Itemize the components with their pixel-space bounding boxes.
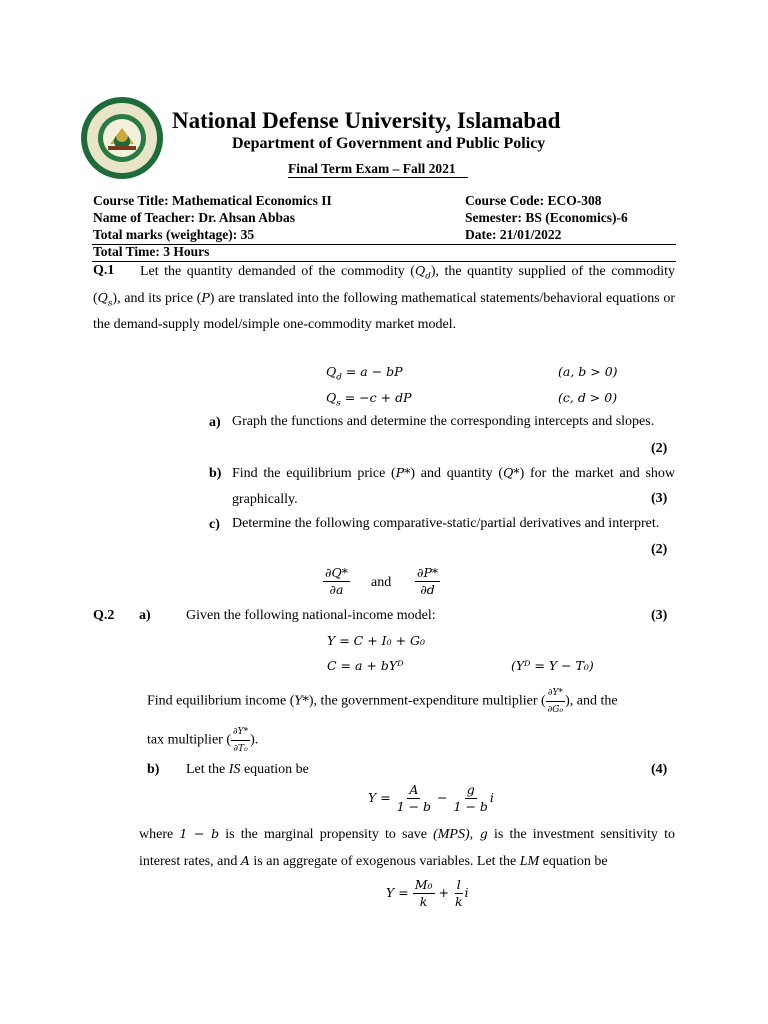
q2-where-text: where 1 − b is the marginal propensity to save (MPS), g is the investment sensitivity to interest rates, and A is an aggregate of exogenous variables. Let the LM equation be (139, 826, 675, 869)
exam-title-underline (288, 177, 468, 178)
q1-supply-condition: (c, d > 0) (558, 390, 618, 405)
q2-find-text: Find equilibrium income (Y*), the government-expenditure multiplier ( $\frac{\partial Y*}{\text{∂G₀}}$ ), and the (147, 685, 675, 718)
total-marks: Total marks (weightage): 35 (93, 227, 255, 242)
q1-and: and (371, 575, 392, 590)
q2-b-label: b) (147, 762, 160, 777)
q1-demand-equation: $Q_d = a$ − bP (326, 364, 403, 383)
q2-tax-text: tax multiplier ( $\frac{\partial Y*}{\text{∂T₀}}$ ). (147, 724, 258, 757)
q2-a-text: Given the following national-income model: (186, 608, 436, 623)
q1-intro: Let the quantity demanded of the commodity $(Q_d)$, the quantity supplied of the commodity $(Q_s)$, and its price (P) are translated into the following mathematical statements/behavioral equations or the demand-supply model/simple one-commodity market model. (93, 263, 676, 332)
q1-b-text: Find the equilibrium price (P*) and quantity (Q*) for the market and show graphically. (232, 465, 676, 507)
q2-a-label: a) (139, 608, 151, 623)
course-title: Course Title: Mathematical Economics II (93, 193, 332, 208)
course-code: Course Code: ECO-308 (465, 193, 602, 208)
q2-b-mark: (4) (651, 762, 668, 777)
q1-supply-equation: $Q_s = -c$ + dP (326, 390, 412, 409)
q2-is-equation: Y = $\frac{A}{1 - b}$ − $\frac{g}{1 - b}$ i (368, 782, 494, 814)
university-name: National Defense University, Islamabad (172, 108, 561, 133)
q2-label: Q.2 (93, 608, 115, 623)
q1-c-label: c) (209, 517, 220, 532)
department-name: Department of Government and Public Policy (232, 135, 546, 152)
q1-demand-condition: (a, b > 0) (558, 364, 618, 379)
q1-a-text: Graph the functions and determine the corresponding intercepts and slopes. (232, 414, 655, 429)
q1-a-mark: (2) (651, 441, 668, 456)
q2-lm-equation: Y = $\frac{\text{M₀}}{k}$ + $\frac{l}{k}$ i (386, 877, 469, 909)
q2-income-equation: Y = C + I₀ + G₀ (327, 633, 426, 648)
exam-date: Date: 21/01/2022 (465, 227, 562, 242)
q2-consumption-equation: C = a + bYᴰ (327, 658, 404, 673)
q2-b-text: Let the IS equation be (186, 762, 309, 777)
q2-a-mark: (3) (651, 608, 668, 623)
q1-b-mark: (3) (651, 491, 668, 506)
q1-derivative-q-a: $\frac{\partial Q*}{\partial a}$ (325, 565, 348, 597)
q1-label: Q.1 (93, 263, 115, 278)
q1-a-label: a) (209, 415, 221, 430)
exam-title: Final Term Exam – Fall 2021 (288, 161, 456, 176)
university-seal-logo (80, 96, 164, 180)
q1-derivative-p-d: $\frac{\partial P*}{\partial d}$ (417, 565, 439, 597)
q2-disposable-income: (Yᴰ = Y − T₀) (511, 658, 594, 673)
q1-b-label: b) (209, 466, 222, 481)
q1-c-text: Determine the following comparative-static/partial derivatives and interpret. (232, 516, 660, 531)
q1-c-mark: (2) (651, 542, 668, 557)
semester: Semester: BS (Economics)-6 (465, 210, 628, 225)
total-time: Total Time: 3 Hours (93, 244, 210, 259)
teacher-name: Name of Teacher: Dr. Ahsan Abbas (93, 210, 296, 225)
